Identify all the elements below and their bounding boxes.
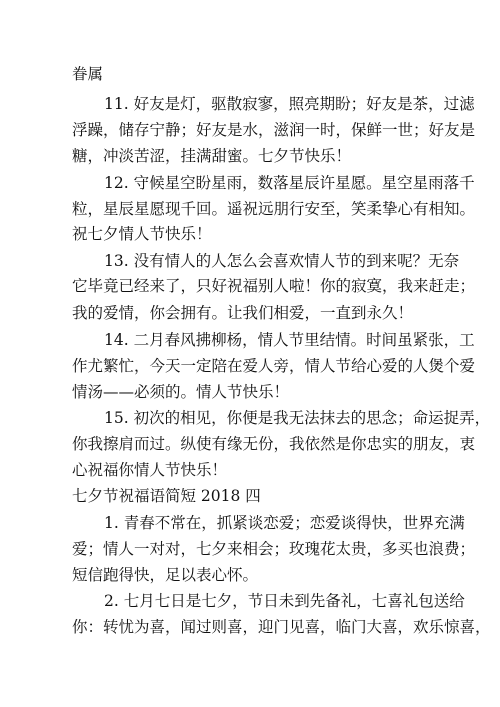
text-line-10: 我的爱情，你会拥有。让我们相爱，一直到永久！ bbox=[72, 304, 414, 322]
text-line-11: 14. 二月春风拂柳杨，情人节里结情。时间虽紧张，工 bbox=[104, 331, 475, 349]
text-line-21: 2. 七月七日是七夕，节日未到先备礼，七喜礼包送给 bbox=[104, 592, 465, 610]
text-line-18: 1. 青春不常在，抓紧谈恋爱；恋爱谈得快，世界充满 bbox=[104, 514, 465, 532]
text-line-7: 祝七夕情人节快乐！ bbox=[72, 225, 212, 243]
text-line-6: 粒，星辰星愿现千回。遥祝远朋行安至，笑柔挚心有相知。 bbox=[72, 200, 476, 218]
text-line-16: 心祝福你情人节快乐！ bbox=[72, 461, 228, 479]
text-line-22: 你：转忧为喜，闻过则喜，迎门见喜，临门大喜，欢乐惊喜， bbox=[72, 618, 491, 636]
text-line-4: 糖，冲淡苦涩，挂满甜蜜。七夕节快乐！ bbox=[72, 147, 352, 165]
text-line-14: 15. 初次的相见，你便是我无法抹去的思念；命运捉弄， bbox=[104, 409, 491, 427]
text-line-2: 11. 好友是灯，驱散寂寥，照亮期盼；好友是茶，过滤 bbox=[104, 95, 475, 113]
section-heading: 七夕节祝福语简短 2018 四 bbox=[72, 487, 261, 505]
text-line-8: 13. 没有情人的人怎么会喜欢情人节的到来呢？无奈 bbox=[104, 252, 460, 270]
text-line-3: 浮躁，储存宁静；好友是水，滋润一时，保鲜一世；好友是 bbox=[72, 121, 476, 139]
text-line-13: 情汤——必须的。情人节快乐！ bbox=[72, 383, 290, 401]
text-line-12: 作尤繁忙，今天一定陪在爱人旁，情人节给心爱的人煲个爱 bbox=[72, 357, 476, 375]
text-line-5: 12. 守候星空盼星雨，数落星辰许星愿。星空星雨落千 bbox=[104, 174, 475, 192]
text-line-20: 短信跑得快，足以表心怀。 bbox=[72, 566, 259, 584]
text-line-1: 眷属 bbox=[72, 65, 104, 83]
text-line-19: 爱；情人一对对，七夕来相会；玫瑰花太贵，多买也浪费； bbox=[72, 540, 476, 558]
text-line-9: 它毕竟已经来了，只好祝福别人啦！你的寂寞，我来赶走； bbox=[72, 277, 476, 295]
text-line-15: 你我擦肩而过。纵使有缘无份，我依然是你忠实的朋友，衷 bbox=[72, 435, 476, 453]
